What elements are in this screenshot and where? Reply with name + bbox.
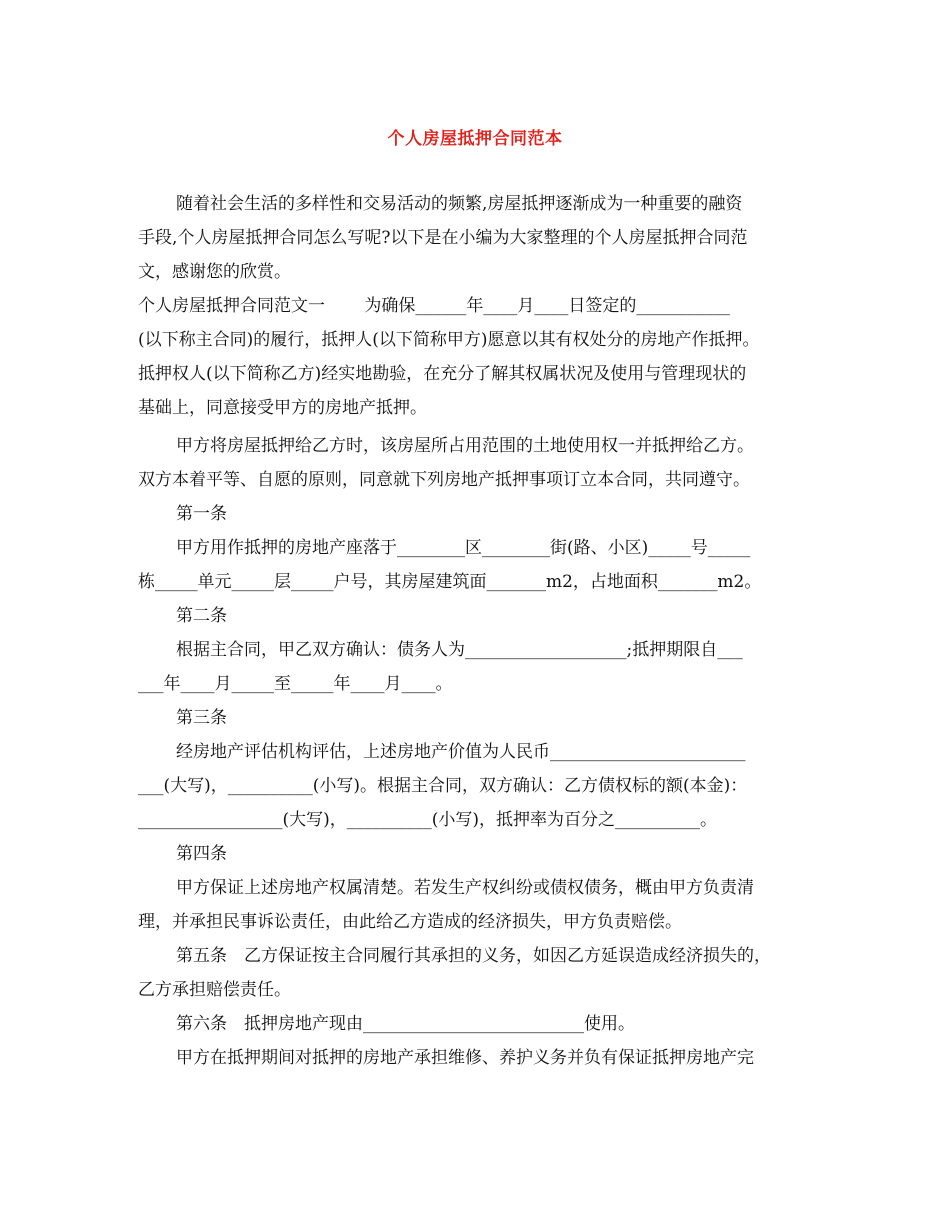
paragraph-line: _________________(大写)，__________(小写)，抵押率为百分之__________。 xyxy=(138,810,718,830)
paragraph-line: 理，并承担民事诉讼责任，由此给乙方造成的经济损失，甲方负责赔偿。 xyxy=(138,912,682,932)
article-heading: 第二条 xyxy=(176,606,227,626)
paragraph-line: 甲方用作抵押的房地产座落于________区________街(路、小区)_____号_____ xyxy=(176,538,751,558)
paragraph-line: 随着社会生活的多样性和交易活动的频繁,房屋抵押逐渐成为一种重要的融资 xyxy=(176,194,743,214)
article-heading: 第四条 xyxy=(176,844,227,864)
paragraph-line: 个人房屋抵押合同范文一 为确保______年____月____日签定的___________ xyxy=(138,296,730,316)
document-body xyxy=(138,187,823,1075)
paragraph-line: 基础上，同意接受甲方的房地产抵押。 xyxy=(138,398,427,418)
paragraph-line: 第五条 乙方保证按主合同履行其承担的义务，如因乙方延误造成经济损失的， xyxy=(176,946,771,966)
paragraph-line: 抵押权人(以下简称乙方)经实地勘验，在充分了解其权属状况及使用与管理现状的 xyxy=(138,364,747,384)
article-heading: 第一条 xyxy=(176,504,227,524)
paragraph-line: 第六条 抵押房地产现由__________________________使用。 xyxy=(176,1014,635,1034)
paragraph-line: 甲方将房屋抵押给乙方时，该房屋所占用范围的土地使用权一并抵押给乙方。 xyxy=(176,436,754,456)
paragraph-line: 文，感谢您的欣赏。 xyxy=(138,262,291,282)
paragraph-line: 乙方承担赔偿责任。 xyxy=(138,980,291,1000)
paragraph-line: 双方本着平等、自愿的原则，同意就下列房地产抵押事项订立本合同，共同遵守。 xyxy=(138,470,750,490)
paragraph-line: (以下称主合同)的履行，抵押人(以下简称甲方)愿意以其有权处分的房地产作抵押。 xyxy=(138,330,760,350)
document-title: 个人房屋抵押合同范本 xyxy=(387,129,563,149)
paragraph-line: 栋_____单元_____层_____户号，其房屋建筑面_______m2，占地面积_______m2。 xyxy=(138,572,762,592)
paragraph-line: ___(大写)，__________(小写)。根据主合同，双方确认：乙方债权标的额(本金)： xyxy=(138,776,748,796)
paragraph-line: 根据主合同，甲乙双方确认：债务人为___________________;抵押期限自___ xyxy=(176,640,743,660)
paragraph-line: 甲方在抵押期间对抵押的房地产承担维修、养护义务并负有保证抵押房地产完 xyxy=(176,1048,754,1068)
paragraph-line: 经房地产评估机构评估，上述房地产价值为人民币_______________________ xyxy=(176,742,746,762)
paragraph-line: ___年____月_____至_____年____月____。 xyxy=(138,674,453,694)
article-heading: 第三条 xyxy=(176,708,227,728)
paragraph-line: 手段,个人房屋抵押合同怎么写呢?以下是在小编为大家整理的个人房屋抵押合同范 xyxy=(138,228,748,248)
paragraph-line: 甲方保证上述房地产权属清楚。若发生产权纠纷或债权债务，概由甲方负责清 xyxy=(176,878,754,898)
